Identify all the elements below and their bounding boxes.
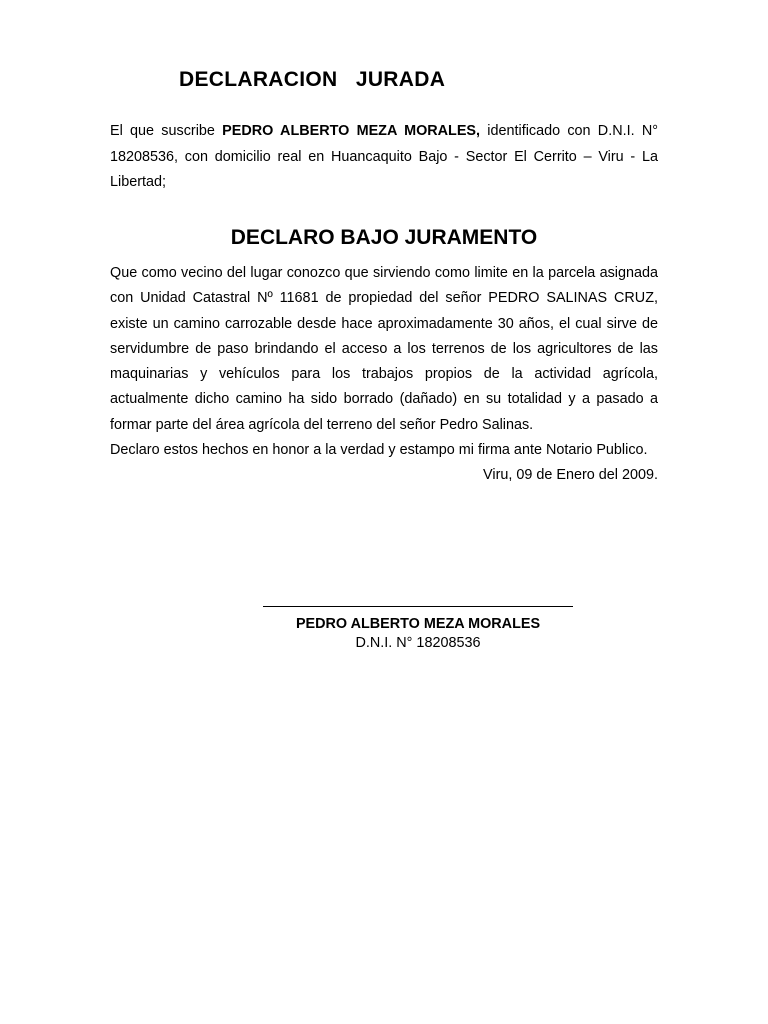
declaration-body [110, 261, 658, 489]
intro-rest: identificado con D.N.I. N° 18208536, con domicilio real en Huancaquito Bajo - Sector El Cerrito – Viru - La Libertad; [110, 123, 658, 190]
intro-prefix: El que suscribe [110, 123, 223, 139]
signature-line [263, 606, 573, 607]
declaration-heading: DECLARO BAJO JURAMENTO [230, 226, 538, 249]
document-title: DECLARACION JURADA [179, 68, 446, 91]
closing-paragraph: Declaro estos hechos en honor a la verdad y estampo mi firma ante Notario Publico. [110, 442, 648, 459]
intro-paragraph [110, 119, 658, 196]
signatory-name: PEDRO ALBERTO MEZA MORALES [295, 616, 541, 632]
declarant-name: PEDRO ALBERTO MEZA MORALES, [222, 123, 481, 139]
declaration-paragraph: Que como vecino del lugar conozco que sirviendo como limite en la parcela asignada con Unidad Catastral Nº 11681 de propiedad del señor PEDRO SALINAS CRUZ, existe un camino carrozable desde hace aproximadamente 30 años, el cual sirve de servidumbre de paso brindando el acceso a los terrenos de los agricultores de las maquinarias y vehículos para los trabajos propios de la actividad agrícola, actualmente dicho camino ha sido borrado (dañado) en su totalidad y a pasado a formar parte del área agrícola del terreno del señor Pedro Salinas. [110, 265, 658, 433]
date-line: Viru, 09 de Enero del 2009. [483, 467, 658, 484]
signatory-dni: D.N.I. N° 18208536 [355, 635, 481, 651]
